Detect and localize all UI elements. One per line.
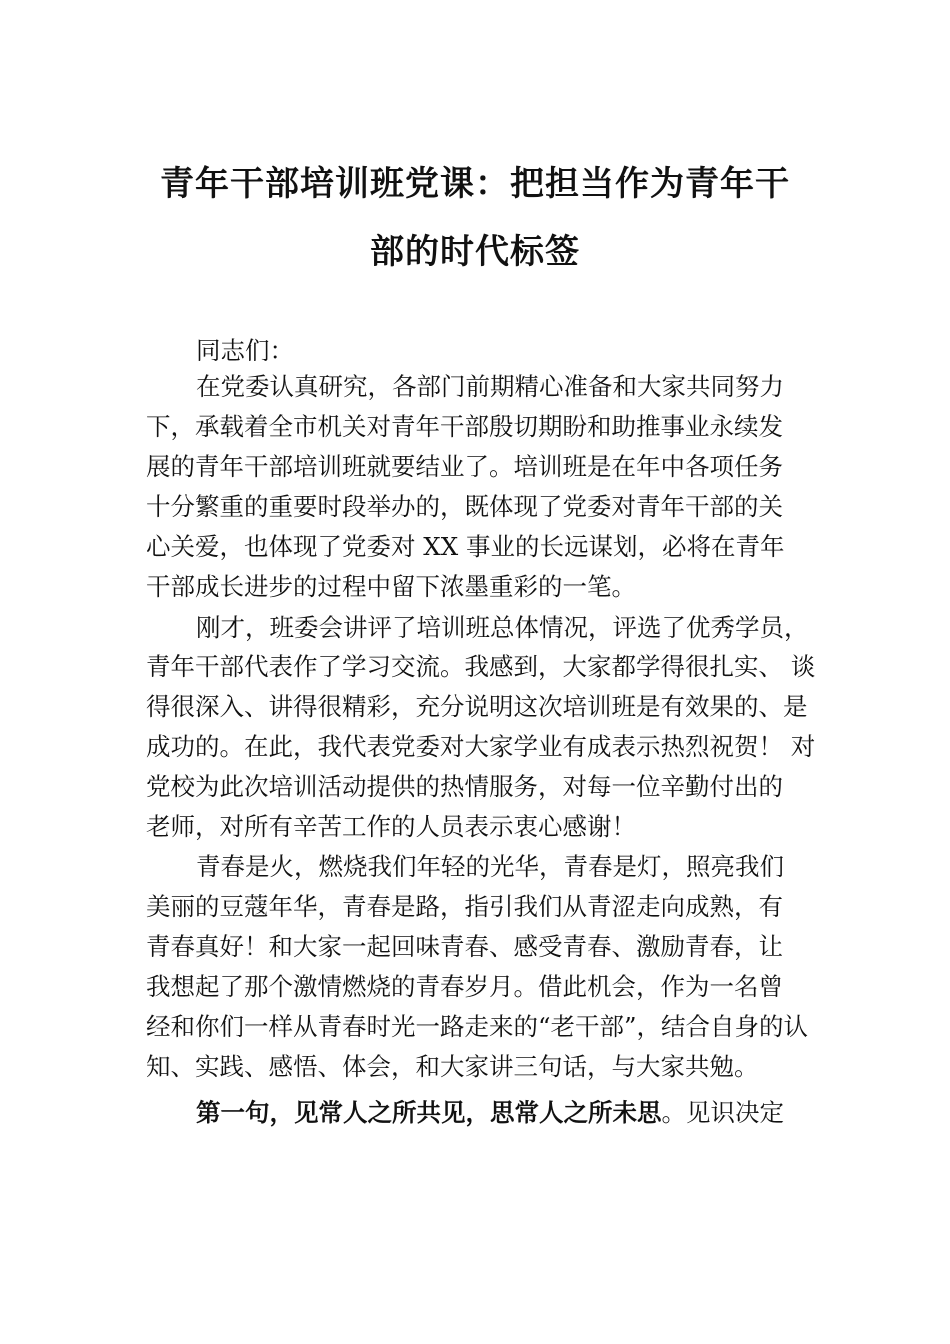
paragraph-1-line: 下，承载着全市机关对青年干部殷切期盼和助推事业永续发 (146, 412, 783, 441)
paragraph-1-line: 在党委认真研究，各部门前期精心准备和大家共同努力 (196, 372, 784, 401)
document-title-line-1: 青年干部培训班党课：把担当作为青年干 (160, 164, 790, 204)
paragraph-3-line: 知、实践、感悟、体会，和大家讲三句话，与大家共勉。 (146, 1052, 759, 1081)
first-point-heading: 第一句，见常人之所共见，思常人之所未思 (196, 1098, 662, 1127)
first-point-text: 。见识决定 (661, 1098, 784, 1127)
paragraph-2-line: 刚才，班委会讲评了培训班总体情况，评选了优秀学员， (196, 613, 809, 642)
salutation: 同志们： (196, 336, 294, 365)
paragraph-4-line (196, 1096, 822, 1130)
paragraph-2-line: 成功的。在此，我代表党委对大家学业有成表示热烈祝贺！ 对 (146, 732, 816, 761)
document-title-line-2: 部的时代标签 (370, 232, 580, 272)
paragraph-1-line: 干部成长进步的过程中留下浓墨重彩的一笔。 (146, 572, 636, 601)
paragraph-2-line: 青年干部代表作了学习交流。我感到，大家都学得很扎实、 谈 (146, 652, 816, 681)
paragraph-3-line: 青春真好！和大家一起回味青春、感受青春、激励青春，让 (146, 932, 783, 961)
paragraph-3-line: 美丽的豆蔻年华，青春是路，指引我们从青涩走向成熟，有 (146, 892, 783, 921)
paragraph-1-line: 心关爱，也体现了党委对 XX 事业的长远谋划，必将在青年 (146, 532, 785, 561)
paragraph-2-line: 得很深入、讲得很精彩，充分说明这次培训班是有效果的、是 (146, 692, 808, 721)
paragraph-2-line: 党校为此次培训活动提供的热情服务，对每一位辛勤付出的 (146, 772, 783, 801)
paragraph-3-line: 经和你们一样从青春时光一路走来的“老干部”，结合自身的认 (146, 1012, 809, 1041)
paragraph-1-line: 十分繁重的重要时段举办的，既体现了党委对青年干部的关 (146, 492, 783, 521)
paragraph-1-line: 展的青年干部培训班就要结业了。培训班是在年中各项任务 (146, 452, 783, 481)
paragraph-3-line: 青春是火，燃烧我们年轻的光华，青春是灯，照亮我们 (196, 852, 784, 881)
paragraph-3-line: 我想起了那个激情燃烧的青春岁月。借此机会，作为一名曾 (146, 972, 783, 1001)
paragraph-2-line: 老师，对所有辛苦工作的人员表示衷心感谢！ (146, 812, 636, 841)
